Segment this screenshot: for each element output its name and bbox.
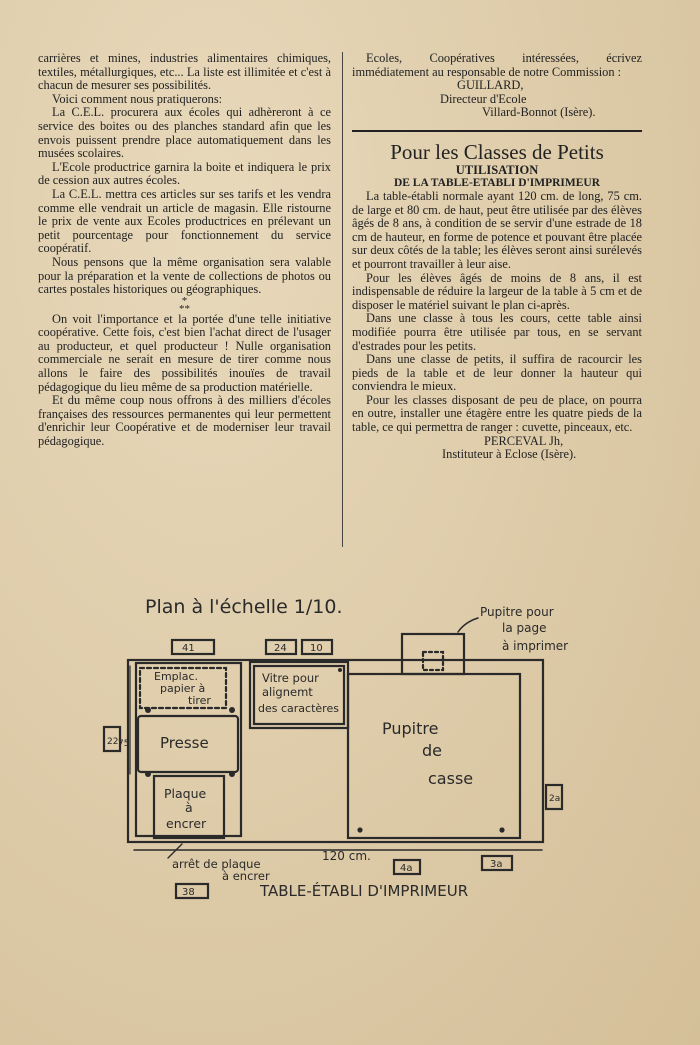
- screw: [229, 771, 235, 777]
- paragraph: Pour les élèves âgés de moins de 8 ans, il est indispensable de réduire la largeur de la table à 5 cm et de disposer le matériel suivant le plan ci-après.: [352, 270, 642, 312]
- article-title: Pour les Classes de Petits: [390, 139, 604, 164]
- glass-label-1: Vitre pour: [262, 671, 319, 685]
- paragraph: On voit l'importance et la portée d'une telle initiative coopérative. Cette fois, c'est bien l'achat direct de l'usager au producteur, et quel producteur ! Nulle organisation commerciale ne serait en mesure de tirer comme nous allons le faire des possibilités inouïes de travail pédagogique du lieu même de sa production matérielle.: [38, 311, 331, 394]
- paragraph: Ecoles, Coopératives intéressées, écrivez immédiatement au responsable de notre Commission :: [352, 51, 642, 79]
- screw: [229, 707, 235, 713]
- ink-plate-label-3: encrer: [166, 816, 207, 831]
- label-24: 24: [274, 643, 287, 654]
- paragraph: Dans une classe à tous les cours, cette table ainsi modifiée pourra être utilisée par tous, en se servant d'estrades pour les petits.: [352, 311, 642, 353]
- ink-plate-label-2: à: [185, 800, 193, 815]
- label-41: 41: [182, 643, 195, 654]
- plan-caption: TABLE-ÉTABLI D'IMPRIMEUR: [260, 882, 469, 900]
- screw: [357, 827, 362, 832]
- stop-label-1: arrêt de plaque: [172, 857, 261, 871]
- paragraph: Voici comment nous pratiquerons:: [52, 91, 223, 106]
- length-120-label: 120 cm.: [322, 849, 371, 863]
- screw: [338, 668, 342, 672]
- label-4a: 4a: [400, 863, 413, 874]
- author-name: PERCEVAL Jh,: [484, 433, 564, 448]
- width-75-label: 75: [118, 739, 130, 749]
- horizontal-rule: [352, 130, 642, 132]
- paragraph: La table-établi normale ayant 120 cm. de long, 75 cm. de large et 80 cm. de haut, peut être utilisée par des élèves âgés de 8 ans, à condition de se servir d'une estrade de 18 cm de hauteur, en forme de potence et pouvant être placée sur deux côtés de la table; les élèves seront ainsi surélevés et pourront travailler à leur aise.: [352, 188, 642, 271]
- signature-name: GUILLARD,: [457, 78, 524, 93]
- label-2a: 2a: [549, 794, 561, 804]
- case-desk-label-3: casse: [428, 769, 474, 788]
- signature-role: Directeur d'Ecole: [440, 91, 527, 106]
- glass-label-3: des caractères: [258, 702, 339, 715]
- screw: [145, 771, 151, 777]
- page-desk-label-3: à imprimer: [502, 639, 569, 653]
- press-label: Presse: [160, 734, 209, 752]
- paragraph: L'Ecole productrice garnira la boite et indiquera le prix de cession aux autres écoles.: [38, 159, 331, 188]
- left-column: [38, 52, 331, 449]
- stop-label-2: à encrer: [222, 869, 270, 883]
- paper-slot-label-2: papier à: [160, 682, 206, 695]
- column-divider: [342, 52, 343, 547]
- right-column: [352, 52, 642, 462]
- signature-place: Villard-Bonnot (Isère).: [482, 105, 596, 120]
- paragraph: La C.E.L. procurera aux écoles qui adhèreront à ce service des boites ou des planches standard afin que les envois puissent prendre place automatiquement dans les musées scolaires.: [38, 105, 331, 161]
- glass-label-2: alignemt: [262, 685, 313, 699]
- case-desk-label-2: de: [422, 741, 442, 760]
- label-38: 38: [182, 887, 195, 898]
- case-desk-label-1: Pupitre: [382, 719, 439, 738]
- screw: [145, 707, 151, 713]
- paragraph: Nous pensons que la même organisation sera valable pour la préparation et la vente de collections de photos ou cartes postales historiques ou géographiques.: [38, 254, 331, 297]
- article-subtitle: UTILISATION: [455, 162, 539, 177]
- paragraph: Et du même coup nous offrons à des milliers d'écoles françaises des ressources permanentes qui leur permettent d'enrichir leur Coopérative et de moderniser leur travail pédagogique.: [38, 393, 331, 449]
- page-desk-box: [402, 634, 464, 674]
- table-plan-drawing: [90, 588, 610, 918]
- paper-slot-label-3: tirer: [188, 694, 211, 707]
- author-role: Instituteur à Eclose (Isère).: [442, 447, 577, 462]
- section-separator: * **: [179, 294, 190, 315]
- paragraph: Dans une classe de petits, il suffira de racourcir les pieds de la table et de leur donner la hauteur qui conviendra le mieux.: [352, 352, 642, 394]
- pointer-arrow: [458, 618, 478, 632]
- screw: [499, 827, 504, 832]
- paper-slot-label-1: Emplac.: [154, 670, 198, 683]
- paragraph: carrières et mines, industries alimentaires chimiques, textiles, métallurgiques, etc... La liste est illimitée et c'est à chacun de mesurer ses possibilités.: [38, 51, 331, 93]
- stop-arrow: [168, 844, 182, 858]
- paragraph: La C.E.L. mettra ces articles sur ses tarifs et les vendra comme elle vendrait un article de magasin. Elle ristourne le prix de vente aux Ecoles productrices en prélevant un petit pourcentage pour fonctionnement du service coopératif.: [38, 186, 331, 256]
- plan-title: Plan à l'échelle 1/10.: [145, 596, 343, 618]
- article-subtitle-2: DE LA TABLE-ETABLI D'IMPRIMEUR: [393, 176, 601, 189]
- ink-plate-label-1: Plaque: [164, 786, 207, 801]
- page-desk-label-1: Pupitre pour: [480, 605, 554, 619]
- paragraph: Pour les classes disposant de peu de place, on pourra en outre, installer une étagère entre les quatre pieds de la table, ce qui permettra de ranger : cuvette, pinceaux, etc.: [352, 392, 642, 435]
- label-22: 22: [107, 737, 119, 747]
- label-10: 10: [310, 643, 323, 654]
- page-desk-label-2: la page: [502, 621, 547, 635]
- label-3a: 3a: [490, 859, 503, 870]
